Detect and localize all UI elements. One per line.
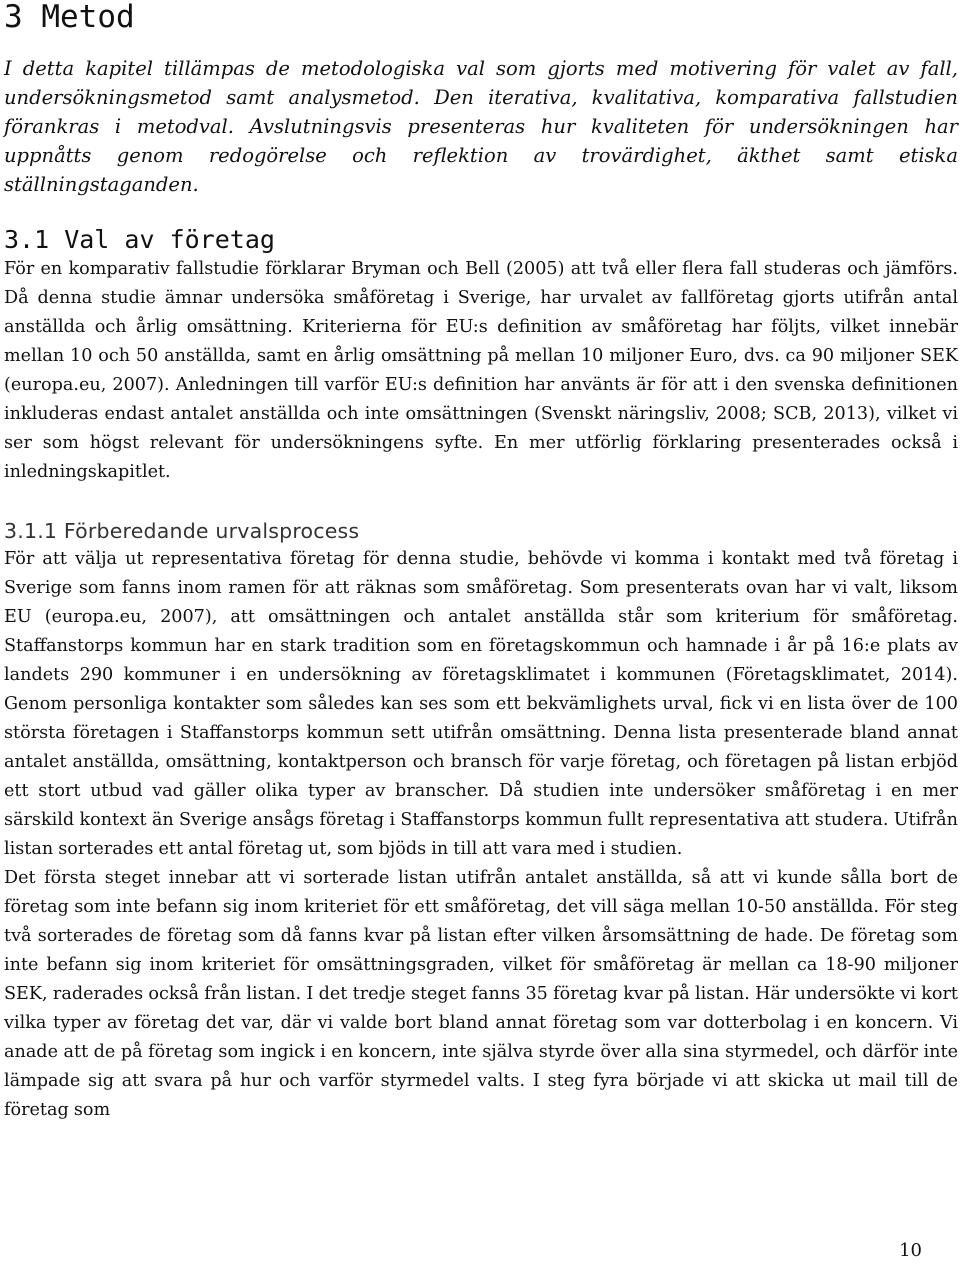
section-3-1-1-paragraph-1: För att välja ut representativa företag för denna studie, behövde vi komma i kontakt med två företag i Sverige som fanns inom ramen för att räknas som småföretag. Som presenterats ovan har vi valt, liksom EU (europa.eu, 2007), att omsättningen och antalet anställda står som kriterium för småföretag. Staffanstorps kommun har en stark tradition som en företagskommun och hamnade i år på 16:e plats av landets 290 kommuner i en undersökning av företagsklimatet i kommunen (Företagsklimatet, 2014). Genom personliga kontakter som således kan ses som ett bekvämlighets urval, fick vi en lista över de 100 största företagen i Staffanstorps kommun sett utifrån omsättning. Denna lista presenterade bland annat antalet anställda, omsättning, kontaktperson och bransch för varje företag, och företagen på listan erbjöd ett stort utbud vad gäller olika typer av branscher. Då studien inte undersöker småföretag i en mer särskild kontext än Sverige ansågs företag i Staffanstorps kommun fullt representativa att studera. Utifrån listan sorterades ett antal företag ut, som bjöds in till att vara med i studien. — [4, 549, 958, 859]
page-number: 10 — [899, 1240, 922, 1261]
section-3-1-1-paragraph-2: Det första steget innebar att vi sorterade listan utifrån antalet anställda, så att vi kunde sålla bort de företag som inte befann sig inom kriteriet för ett småföretag, det vill säga mellan 10-50 anställda. För steg två sorterades de företag som då fanns kvar på listan efter vilken årsomsättning de hade. De företag som inte befann sig inom kriteriet för omsättningsgraden, vilket för småföretag är mellan ca 18-90 miljoner SEK, raderades också från listan. I det tredje steget fanns 35 företag kvar på listan. Här undersökte vi kort vilka typer av företag det var, där vi valde bort bland annat företag som var dotterbolag i en koncern. Vi anade att de på företag som ingick i en koncern, inte själva styrde över alla sina styrmedel, och därför inte lämpade sig att svara på hur och varför styrmedel valts. I steg fyra började vi att skicka ut mail till de företag som — [4, 868, 958, 1120]
chapter-intro: I detta kapitel tillämpas de metodologiska val som gjorts med motivering för valet av fall, undersökningsmetod samt analysmetod. Den iterativa, kvalitativa, komparativa fallstudien förankras i metodval. Avslutningsvis presenteras hur kvaliteten för undersökningen har uppnåtts genom redogörelse och reflektion av trovärdighet, äkthet samt etiska ställningstaganden. — [4, 57, 958, 196]
section-heading-3-1-1: 3.1.1 Förberedande urvalsprocess — [4, 519, 360, 543]
section-heading-3-1: 3.1 Val av företag — [4, 225, 275, 254]
chapter-title: 3 Metod — [4, 0, 135, 35]
section-3-1-paragraph: För en komparativ fallstudie förklarar Bryman och Bell (2005) att två eller flera fall studeras och jämförs. Då denna studie ämnar undersöka småföretag i Sverige, har urvalet av fallföretag gjorts utifrån antal anställda och årlig omsättning. Kriterierna för EU:s definition av småföretag har följts, vilket innebär mellan 10 och 50 anställda, samt en årlig omsättning på mellan 10 miljoner Euro, dvs. ca 90 miljoner SEK (europa.eu, 2007). Anledningen till varför EU:s definition har använts är för att i den svenska definitionen inkluderas endast antalet anställda och inte omsättningen (Svenskt näringsliv, 2008; SCB, 2013), vilket vi ser som högst relevant för undersökningens syfte. En mer utförlig förklaring presenterades också i inledningskapitlet. — [4, 259, 958, 482]
document-page — [4, 0, 958, 1125]
